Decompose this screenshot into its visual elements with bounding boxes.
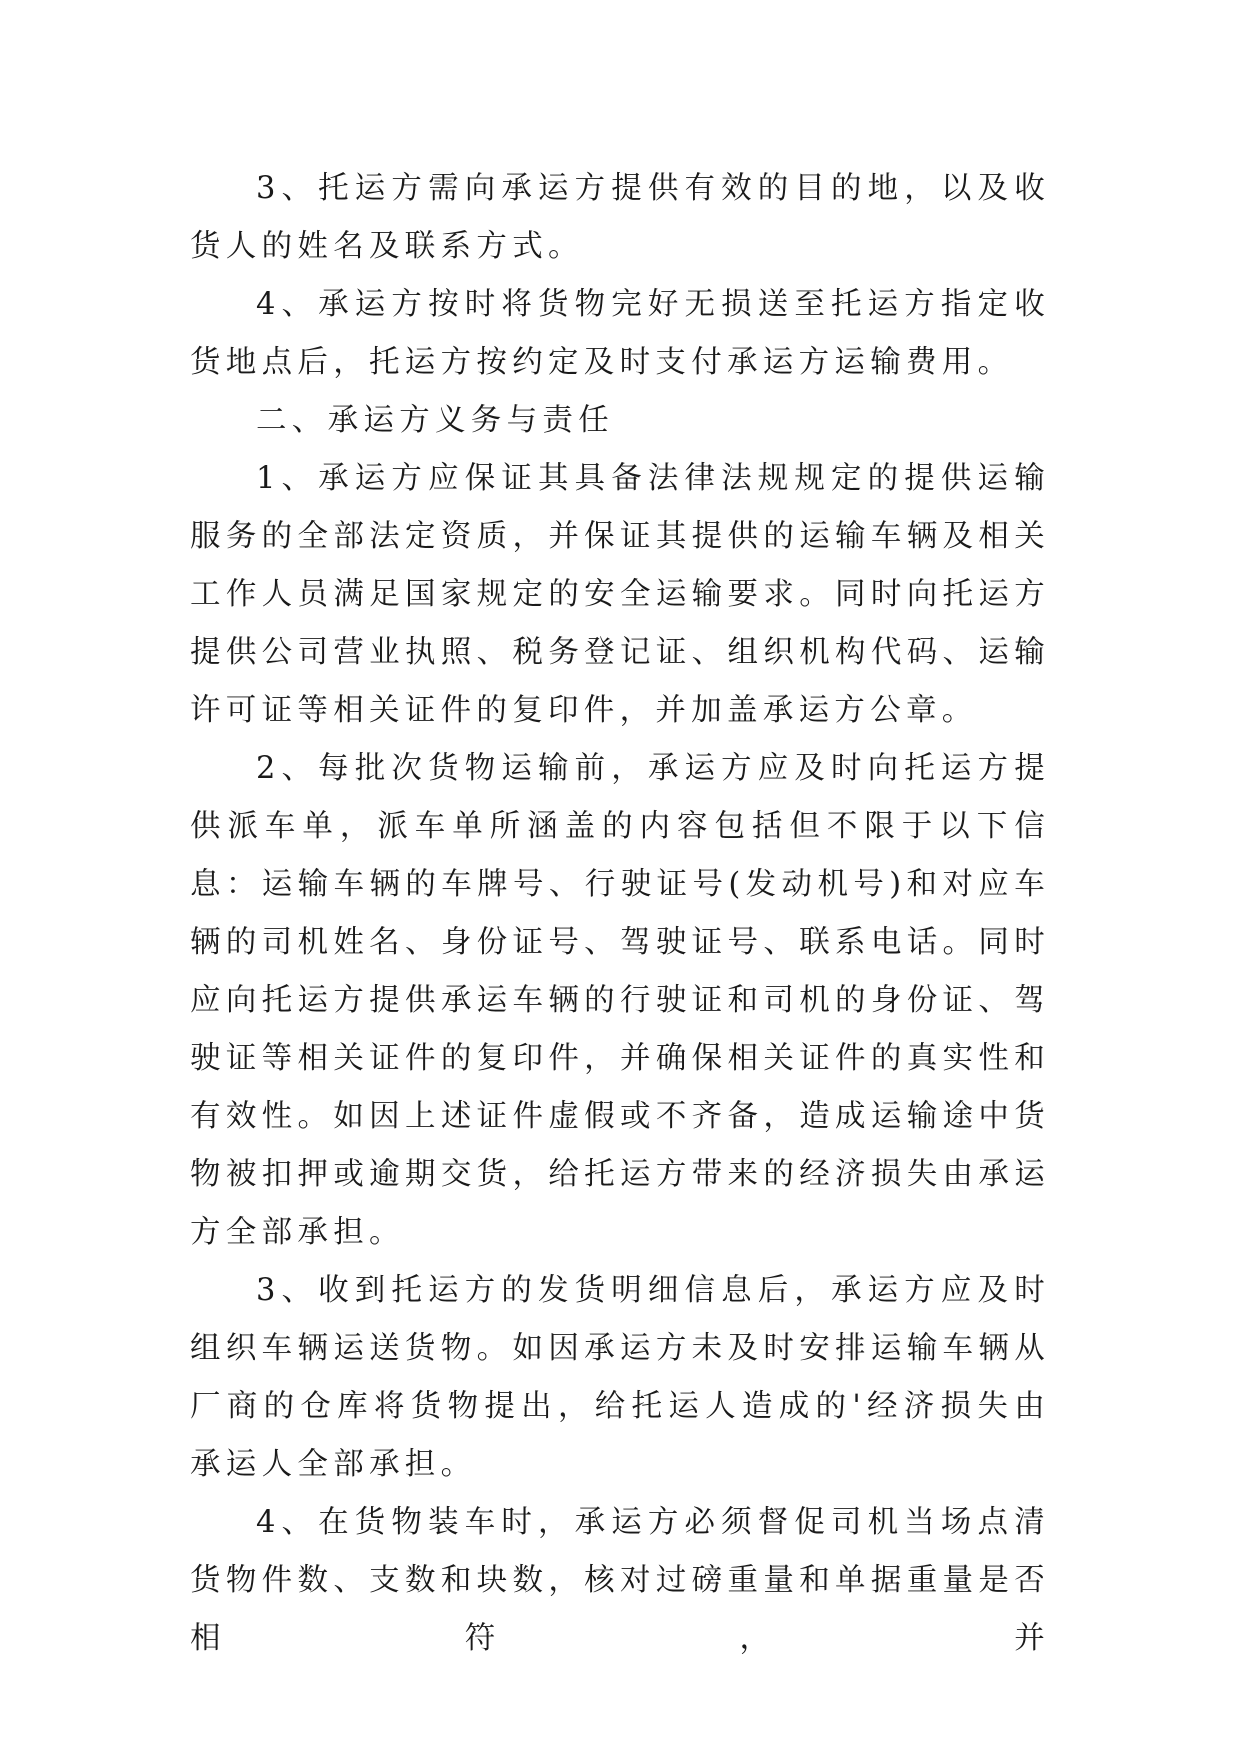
- paragraph-organize-vehicles: 3、收到托运方的发货明细信息后，承运方应及时组织车辆运送货物。如因承运方未及时安排运输车辆从厂商的仓库将货物提出，给托运人造成的'经济损失由承运人全部承担。: [190, 1273, 1050, 1482]
- paragraph-carrier-qualifications: 1、承运方应保证其具备法律法规规定的提供运输服务的全部法定资质，并保证其提供的运输车辆及相关工作人员满足国家规定的安全运输要求。同时向托运方提供公司营业执照、税务登记证、组织机构代码、运输许可证等相关证件的复印件，并加盖承运方公章。: [190, 461, 1050, 728]
- section-heading-carrier-obligations: 二、承运方义务与责任: [256, 403, 614, 438]
- document-body: [190, 160, 1050, 1668]
- paragraph-loading-check: 4、在货物装车时，承运方必须督促司机当场点清货物件数、支数和块数，核对过磅重量和单据重量是否相符，并: [190, 1505, 1050, 1656]
- paragraph-dispatch-order: 2、每批次货物运输前，承运方应及时向托运方提供派车单，派车单所涵盖的内容包括但不限于以下信息：运输车辆的车牌号、行驶证号(发动机号)和对应车辆的司机姓名、身份证号、驾驶证号、联系电话。同时应向托运方提供承运车辆的行驶证和司机的身份证、驾驶证等相关证件的复印件，并确保相关证件的真实性和有效性。如因上述证件虚假或不齐备，造成运输途中货物被扣押或逾期交货，给托运方带来的经济损失由承运方全部承担。: [190, 751, 1050, 1250]
- paragraph-shipper-provide-destination: 3、托运方需向承运方提供有效的目的地，以及收货人的姓名及联系方式。: [190, 171, 1050, 264]
- paragraph-shipper-pay-fees: 4、承运方按时将货物完好无损送至托运方指定收货地点后，托运方按约定及时支付承运方运输费用。: [190, 287, 1050, 380]
